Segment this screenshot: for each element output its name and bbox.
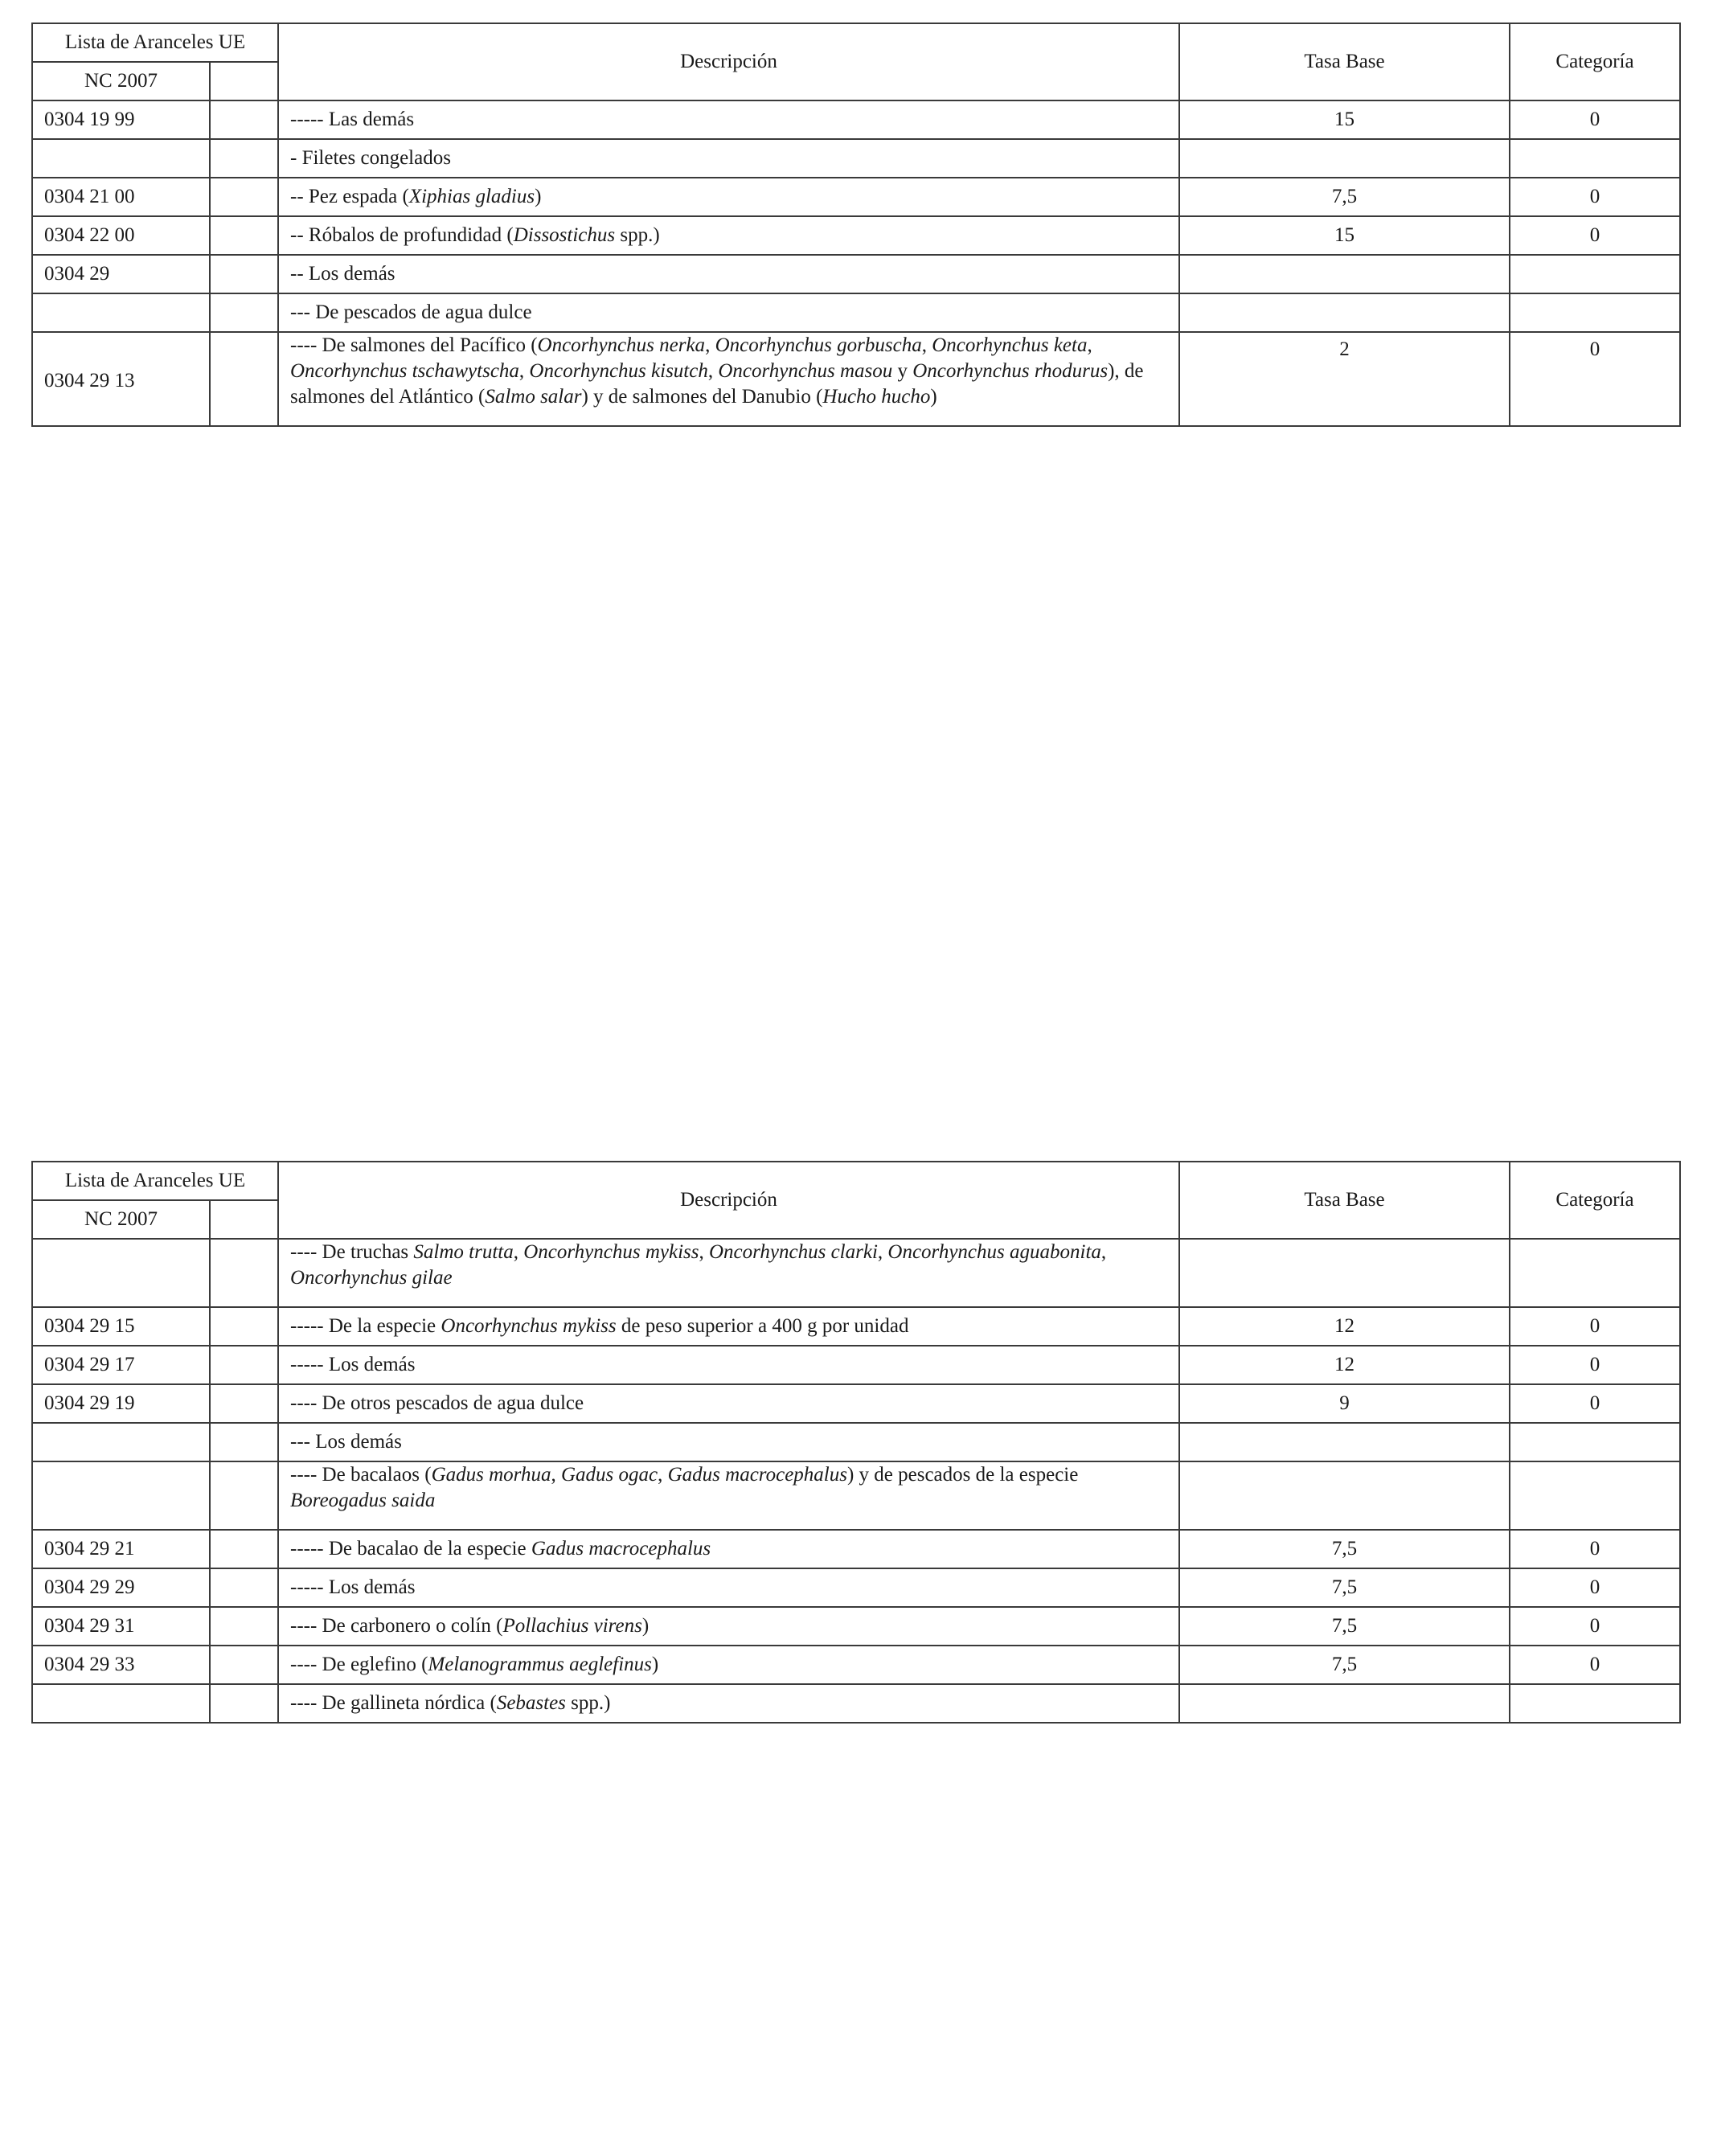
description-text: ---- De bacalaos ( [290,1464,432,1486]
description-text: ----- De la especie [290,1315,441,1337]
blank-cell [210,255,278,293]
blank-cell [210,1684,278,1723]
blank-cell [210,216,278,255]
nc-code-cell: 0304 29 17 [32,1346,210,1384]
description-text: de peso superior a 400 g por unidad [616,1315,909,1337]
table-row [32,1346,1680,1384]
description-text: , [877,1241,888,1263]
description-cell [278,1461,1179,1530]
blank-cell [210,332,278,426]
base-rate-cell [1179,1239,1510,1307]
description-cell [278,1423,1179,1461]
nc-code-cell: 0304 29 [32,255,210,293]
base-rate-cell: 7,5 [1179,178,1510,216]
description-text: ---- De gallineta nórdica ( [290,1692,497,1714]
description-text: ---- De salmones del Pacífico ( [290,334,538,356]
description-text: ----- Las demás [290,109,415,130]
description-text: --- De pescados de agua dulce [290,301,532,323]
header-description: Descripción [278,1162,1179,1239]
blank-cell [210,1530,278,1568]
base-rate-cell: 9 [1179,1384,1510,1423]
header-tariff-list: Lista de Aranceles UE [32,1162,278,1200]
category-cell: 0 [1510,100,1680,139]
category-cell: 0 [1510,178,1680,216]
base-rate-cell: 2 [1179,332,1510,426]
nc-code-cell [32,139,210,178]
description-text: , [707,360,719,382]
species-name: Oncorhynchus mykiss [523,1241,699,1263]
base-rate-cell: 7,5 [1179,1568,1510,1607]
table-row [32,139,1680,178]
description-cell [278,1568,1179,1607]
species-name: Boreogadus saida [290,1490,436,1511]
header-blank [210,62,278,100]
tariff-table-1 [31,23,1681,427]
description-text: ---- De eglefino ( [290,1654,428,1675]
table-row [32,332,1680,426]
table-row [32,1607,1680,1646]
base-rate-cell: 12 [1179,1346,1510,1384]
table-row [32,178,1680,216]
description-cell [278,1607,1179,1646]
description-text: , [1100,1241,1107,1263]
category-cell [1510,255,1680,293]
species-name: Oncorhynchus gilae [290,1267,453,1289]
base-rate-cell: 7,5 [1179,1646,1510,1684]
blank-cell [210,1239,278,1307]
description-text: spp.) [565,1692,611,1714]
header-tariff-list: Lista de Aranceles UE [32,23,278,62]
header-description: Descripción [278,23,1179,100]
blank-cell [210,293,278,332]
description-text: ), de salmones del Atlántico ( [290,360,1144,408]
category-cell [1510,139,1680,178]
description-text: -- Róbalos de profundidad ( [290,224,514,246]
base-rate-cell [1179,1461,1510,1530]
description-text: -- Los demás [290,263,395,285]
species-name: Melanogrammus aeglefinus [428,1654,652,1675]
description-text: ) [930,386,937,408]
description-cell [278,100,1179,139]
table-row [32,1307,1680,1346]
nc-code-cell: 0304 29 21 [32,1530,210,1568]
blank-cell [210,1307,278,1346]
description-text: -- Pez espada ( [290,186,409,207]
species-name: Pollachius virens [502,1615,642,1637]
description-text: ) [641,1615,650,1637]
header-nc-2007: NC 2007 [32,62,210,100]
category-cell [1510,1684,1680,1723]
category-cell [1510,1461,1680,1530]
category-cell: 0 [1510,1346,1680,1384]
description-text: ---- De carbonero o colín ( [290,1615,503,1637]
description-text: ----- De bacalao de la especie [290,1538,531,1560]
description-cell [278,1239,1179,1307]
description-cell [278,1384,1179,1423]
description-text: , [1087,334,1092,356]
species-name: Oncorhynchus keta [932,334,1088,356]
table-row [32,1423,1680,1461]
category-cell: 0 [1510,1646,1680,1684]
species-name: Gadus ogac [560,1464,658,1486]
header-nc-2007: NC 2007 [32,1200,210,1239]
description-text: ) y de salmones del Danubio ( [581,386,823,408]
category-cell [1510,293,1680,332]
base-rate-cell [1179,139,1510,178]
base-rate-cell [1179,1423,1510,1461]
species-name: Oncorhynchus kisutch [529,360,708,382]
description-cell [278,1307,1179,1346]
species-name: Oncorhynchus gorbuscha [715,334,922,356]
category-cell: 0 [1510,1307,1680,1346]
blank-cell [210,139,278,178]
description-text: , [699,1241,709,1263]
category-cell: 0 [1510,1607,1680,1646]
description-cell [278,255,1179,293]
species-name: Dissostichus [513,224,616,246]
table-row [32,255,1680,293]
base-rate-cell: 7,5 [1179,1607,1510,1646]
description-text: , [921,334,932,356]
description-text: ---- De truchas [290,1241,414,1263]
header-base-rate: Tasa Base [1179,1162,1510,1239]
blank-cell [210,100,278,139]
blank-cell [210,1384,278,1423]
description-text: ----- Los demás [290,1354,416,1375]
header-base-rate: Tasa Base [1179,23,1510,100]
description-cell [278,139,1179,178]
table-body [32,1239,1680,1723]
base-rate-cell: 12 [1179,1307,1510,1346]
nc-code-cell: 0304 29 19 [32,1384,210,1423]
species-name: Oncorhynchus mykiss [441,1315,617,1337]
base-rate-cell [1179,293,1510,332]
description-cell [278,1530,1179,1568]
description-text: ----- Los demás [290,1576,416,1598]
tariff-table-2 [31,1161,1681,1724]
table-row [32,1646,1680,1684]
species-name: Oncorhynchus tschawytscha [290,360,519,382]
nc-code-cell: 0304 19 99 [32,100,210,139]
nc-code-cell [32,293,210,332]
species-name: Gadus macrocephalus [667,1464,847,1486]
table-row [32,1384,1680,1423]
description-cell [278,293,1179,332]
category-cell: 0 [1510,1384,1680,1423]
description-cell [278,332,1179,426]
description-text: --- Los demás [290,1431,402,1453]
species-name: Oncorhynchus masou [718,360,893,382]
blank-cell [210,1607,278,1646]
nc-code-cell: 0304 29 15 [32,1307,210,1346]
species-name: Salmo trutta [413,1241,514,1263]
nc-code-cell [32,1684,210,1723]
base-rate-cell: 15 [1179,100,1510,139]
species-name: Oncorhynchus rhodurus [912,360,1109,382]
base-rate-cell [1179,255,1510,293]
base-rate-cell: 15 [1179,216,1510,255]
description-text: , [658,1464,668,1486]
blank-cell [210,1646,278,1684]
table-body [32,100,1680,426]
nc-code-cell [32,1239,210,1307]
description-cell [278,1684,1179,1723]
species-name: Gadus macrocephalus [531,1538,711,1560]
category-cell [1510,1423,1680,1461]
nc-code-cell: 0304 29 13 [32,332,210,426]
nc-code-cell: 0304 22 00 [32,216,210,255]
species-name: Oncorhynchus nerka [537,334,706,356]
description-text: ) [535,186,542,207]
table-row [32,1530,1680,1568]
species-name: Xiphias gladius [408,186,535,207]
description-text: - Filetes congelados [290,147,451,169]
blank-cell [210,1568,278,1607]
description-text: , [705,334,715,356]
header-category: Categoría [1510,1162,1680,1239]
blank-cell [210,1423,278,1461]
nc-code-cell [32,1461,210,1530]
header-blank [210,1200,278,1239]
species-name: Sebastes [496,1692,566,1714]
species-name: Gadus morhua [431,1464,551,1486]
nc-code-cell: 0304 21 00 [32,178,210,216]
base-rate-cell [1179,1684,1510,1723]
header-category: Categoría [1510,23,1680,100]
nc-code-cell: 0304 29 31 [32,1607,210,1646]
table-row [32,293,1680,332]
description-text: ---- De otros pescados de agua dulce [290,1392,584,1414]
blank-cell [210,1461,278,1530]
category-cell: 0 [1510,1568,1680,1607]
nc-code-cell: 0304 29 29 [32,1568,210,1607]
description-cell [278,1646,1179,1684]
category-cell [1510,1239,1680,1307]
base-rate-cell: 7,5 [1179,1530,1510,1568]
species-name: Salmo salar [485,386,582,408]
description-text: , [551,1464,561,1486]
description-text: ) y de pescados de la especie [846,1464,1079,1486]
description-cell [278,216,1179,255]
description-text: spp.) [615,224,660,246]
category-cell: 0 [1510,1530,1680,1568]
description-text: , [518,360,530,382]
species-name: Oncorhynchus aguabonita [887,1241,1101,1263]
table-row [32,1461,1680,1530]
nc-code-cell [32,1423,210,1461]
blank-cell [210,1346,278,1384]
description-text: , [513,1241,524,1263]
description-text: ) [651,1654,659,1675]
nc-code-cell: 0304 29 33 [32,1646,210,1684]
description-cell [278,178,1179,216]
species-name: Hucho hucho [822,386,931,408]
table-row [32,100,1680,139]
table-row [32,216,1680,255]
table-row [32,1684,1680,1723]
species-name: Oncorhynchus clarki [708,1241,878,1263]
table-row [32,1239,1680,1307]
description-text: y [892,360,913,382]
table-row [32,1568,1680,1607]
category-cell: 0 [1510,216,1680,255]
category-cell: 0 [1510,332,1680,426]
description-cell [278,1346,1179,1384]
blank-cell [210,178,278,216]
